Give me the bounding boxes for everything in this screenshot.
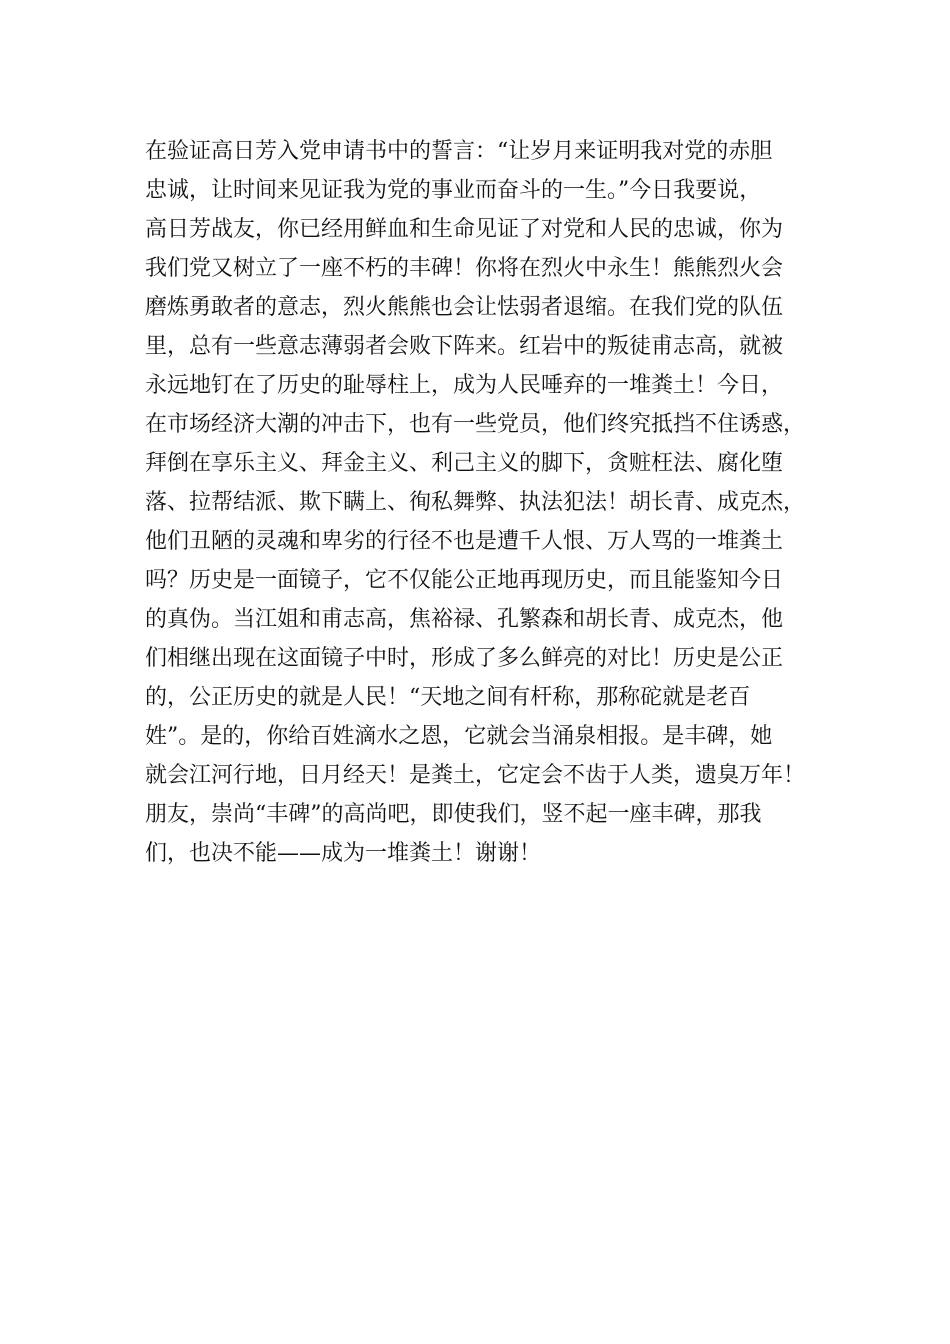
text-line: 拜倒在享乐主义、拜金主义、利己主义的脚下，贪赃枉法、腐化堕 — [145, 451, 784, 476]
text-line: 里，总有一些意志薄弱者会败下阵来。红岩中的叛徒甫志高，就被 — [145, 334, 784, 359]
text-line: 朋友，崇尚“丰碑”的高尚吧，即使我们，竖不起一座丰碑，那我 — [145, 802, 762, 827]
text-line: 永远地钉在了历史的耻辱柱上，成为人民唾弃的一堆粪土！今日， — [145, 373, 784, 398]
text-line: 姓”。是的，你给百姓滴水之恩，它就会当涌泉相报。是丰碑，她 — [145, 724, 773, 749]
text-line: 吗？历史是一面镜子，它不仅能公正地再现历史，而且能鉴知今日 — [145, 568, 784, 593]
body-text — [145, 132, 835, 873]
text-line: 就会江河行地，日月经天！是粪土，它定会不齿于人类，遗臭万年！ — [145, 763, 806, 788]
text-line: 在市场经济大潮的冲击下，也有一些党员，他们终究抵挡不住诱惑， — [145, 412, 806, 437]
text-line: 磨炼勇敢者的意志，烈火熊熊也会让怯弱者退缩。在我们党的队伍 — [145, 295, 784, 320]
text-line: 的真伪。当江姐和甫志高，焦裕禄、孔繁森和胡长青、成克杰，他 — [145, 607, 784, 632]
text-line: 忠诚，让时间来见证我为党的事业而奋斗的一生。”今日我要说， — [145, 178, 762, 203]
text-line: 高日芳战友，你已经用鲜血和生命见证了对党和人民的忠诚，你为 — [145, 217, 784, 242]
text-line: 的，公正历史的就是人民！“天地之间有杆称，那称砣就是老百 — [145, 685, 751, 710]
text-line: 在验证高日芳入党申请书中的誓言：“让岁月来证明我对党的赤胆 — [145, 139, 773, 164]
text-line: 们相继出现在这面镜子中时，形成了多么鲜亮的对比！历史是公正 — [145, 646, 784, 671]
text-line: 他们丑陋的灵魂和卑劣的行径不也是遭千人恨、万人骂的一堆粪土 — [145, 529, 784, 554]
text-line: 我们党又树立了一座不朽的丰碑！你将在烈火中永生！熊熊烈火会 — [145, 256, 784, 281]
text-line: 落、拉帮结派、欺下瞒上、徇私舞弊、执法犯法！胡长青、成克杰， — [145, 490, 806, 515]
text-line: 们，也决不能——成为一堆粪土！谢谢！ — [145, 841, 542, 866]
